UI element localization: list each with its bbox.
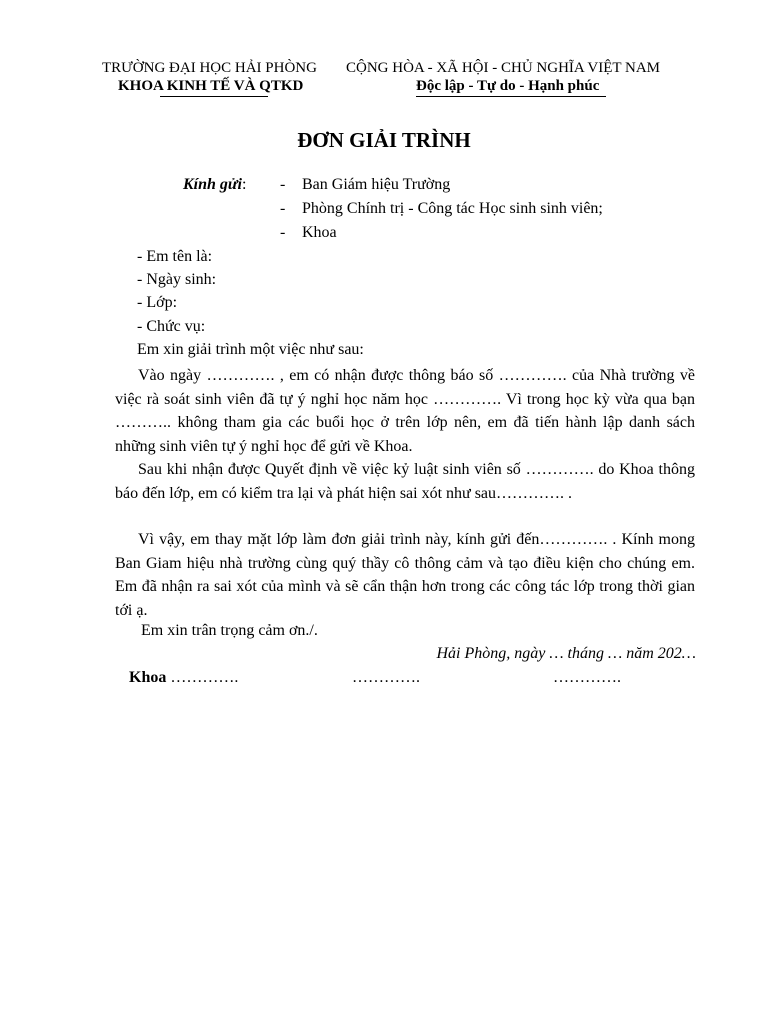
recipient-item: Khoa — [302, 224, 337, 241]
national-motto: Độc lập - Tự do - Hạnh phúc — [416, 78, 600, 94]
closing-line: Em xin trân trọng cảm ơn./. — [141, 622, 318, 639]
recipient-item: Phòng Chính trị - Công tác Học sinh sinh viên; — [302, 200, 603, 217]
faculty-underline — [160, 96, 268, 97]
field-birthdate: - Ngày sinh: — [137, 271, 217, 288]
signature-faculty: Khoa …………. — [129, 669, 239, 686]
signature-blank-right: …………. — [553, 669, 621, 686]
field-position: - Chức vụ: — [137, 318, 206, 335]
signature-blank-middle: …………. — [352, 669, 420, 686]
recipient-dash: - — [280, 176, 286, 193]
body-paragraph: Vào ngày …………. , em có nhận được thông báo số …………. của Nhà trường về việc rà soát sinh viên đã tự ý nghỉ học năm học …………. Vì trong học kỳ vừa qua bạn ……….. không tham gia các buổi học ở trên lớp nên, em đã tiến hành lập danh sách những sinh viên tự ý nghỉ học để gửi về Khoa. — [115, 367, 695, 455]
body-paragraph: Sau khi nhận được Quyết định về việc kỷ luật sinh viên số …………. do Khoa thông báo đến lớp, em có kiểm tra lại và phát hiện sai xót như sau…………. . — [115, 461, 695, 502]
body-paragraph: Vì vậy, em thay mặt lớp làm đơn giải trình này, kính gửi đến…………. . Kính mong Ban Giam hiệu nhà trường cùng quý thầy cô thông cảm và tạo điều kiện cho chúng em. Em đã nhận ra sai xót của mình và sẽ cẩn thận hơn trong các công tác lớp trong thời gian tới ạ. — [115, 531, 695, 619]
country-name: CỘNG HÒA - XÃ HỘI - CHỦ NGHĨA VIỆT NAM — [346, 60, 661, 76]
recipient-label: Kính gửi: — [183, 176, 247, 193]
motto-underline — [416, 96, 606, 97]
intro-line: Em xin giải trình một việc như sau: — [137, 341, 364, 358]
recipient-item: Ban Giám hiệu Trường — [302, 176, 451, 193]
recipient-dash: - — [280, 200, 286, 217]
recipient-dash: - — [280, 224, 286, 241]
field-class: - Lớp: — [137, 294, 178, 311]
date-line: Hải Phòng, ngày … tháng … năm 202… — [436, 645, 696, 662]
faculty-name: KHOA KINH TẾ VÀ QTKD — [118, 78, 304, 94]
field-name: - Em tên là: — [137, 248, 213, 265]
school-name: TRƯỜNG ĐẠI HỌC HẢI PHÒNG — [102, 60, 317, 76]
document-title: ĐƠN GIẢI TRÌNH — [297, 128, 471, 152]
